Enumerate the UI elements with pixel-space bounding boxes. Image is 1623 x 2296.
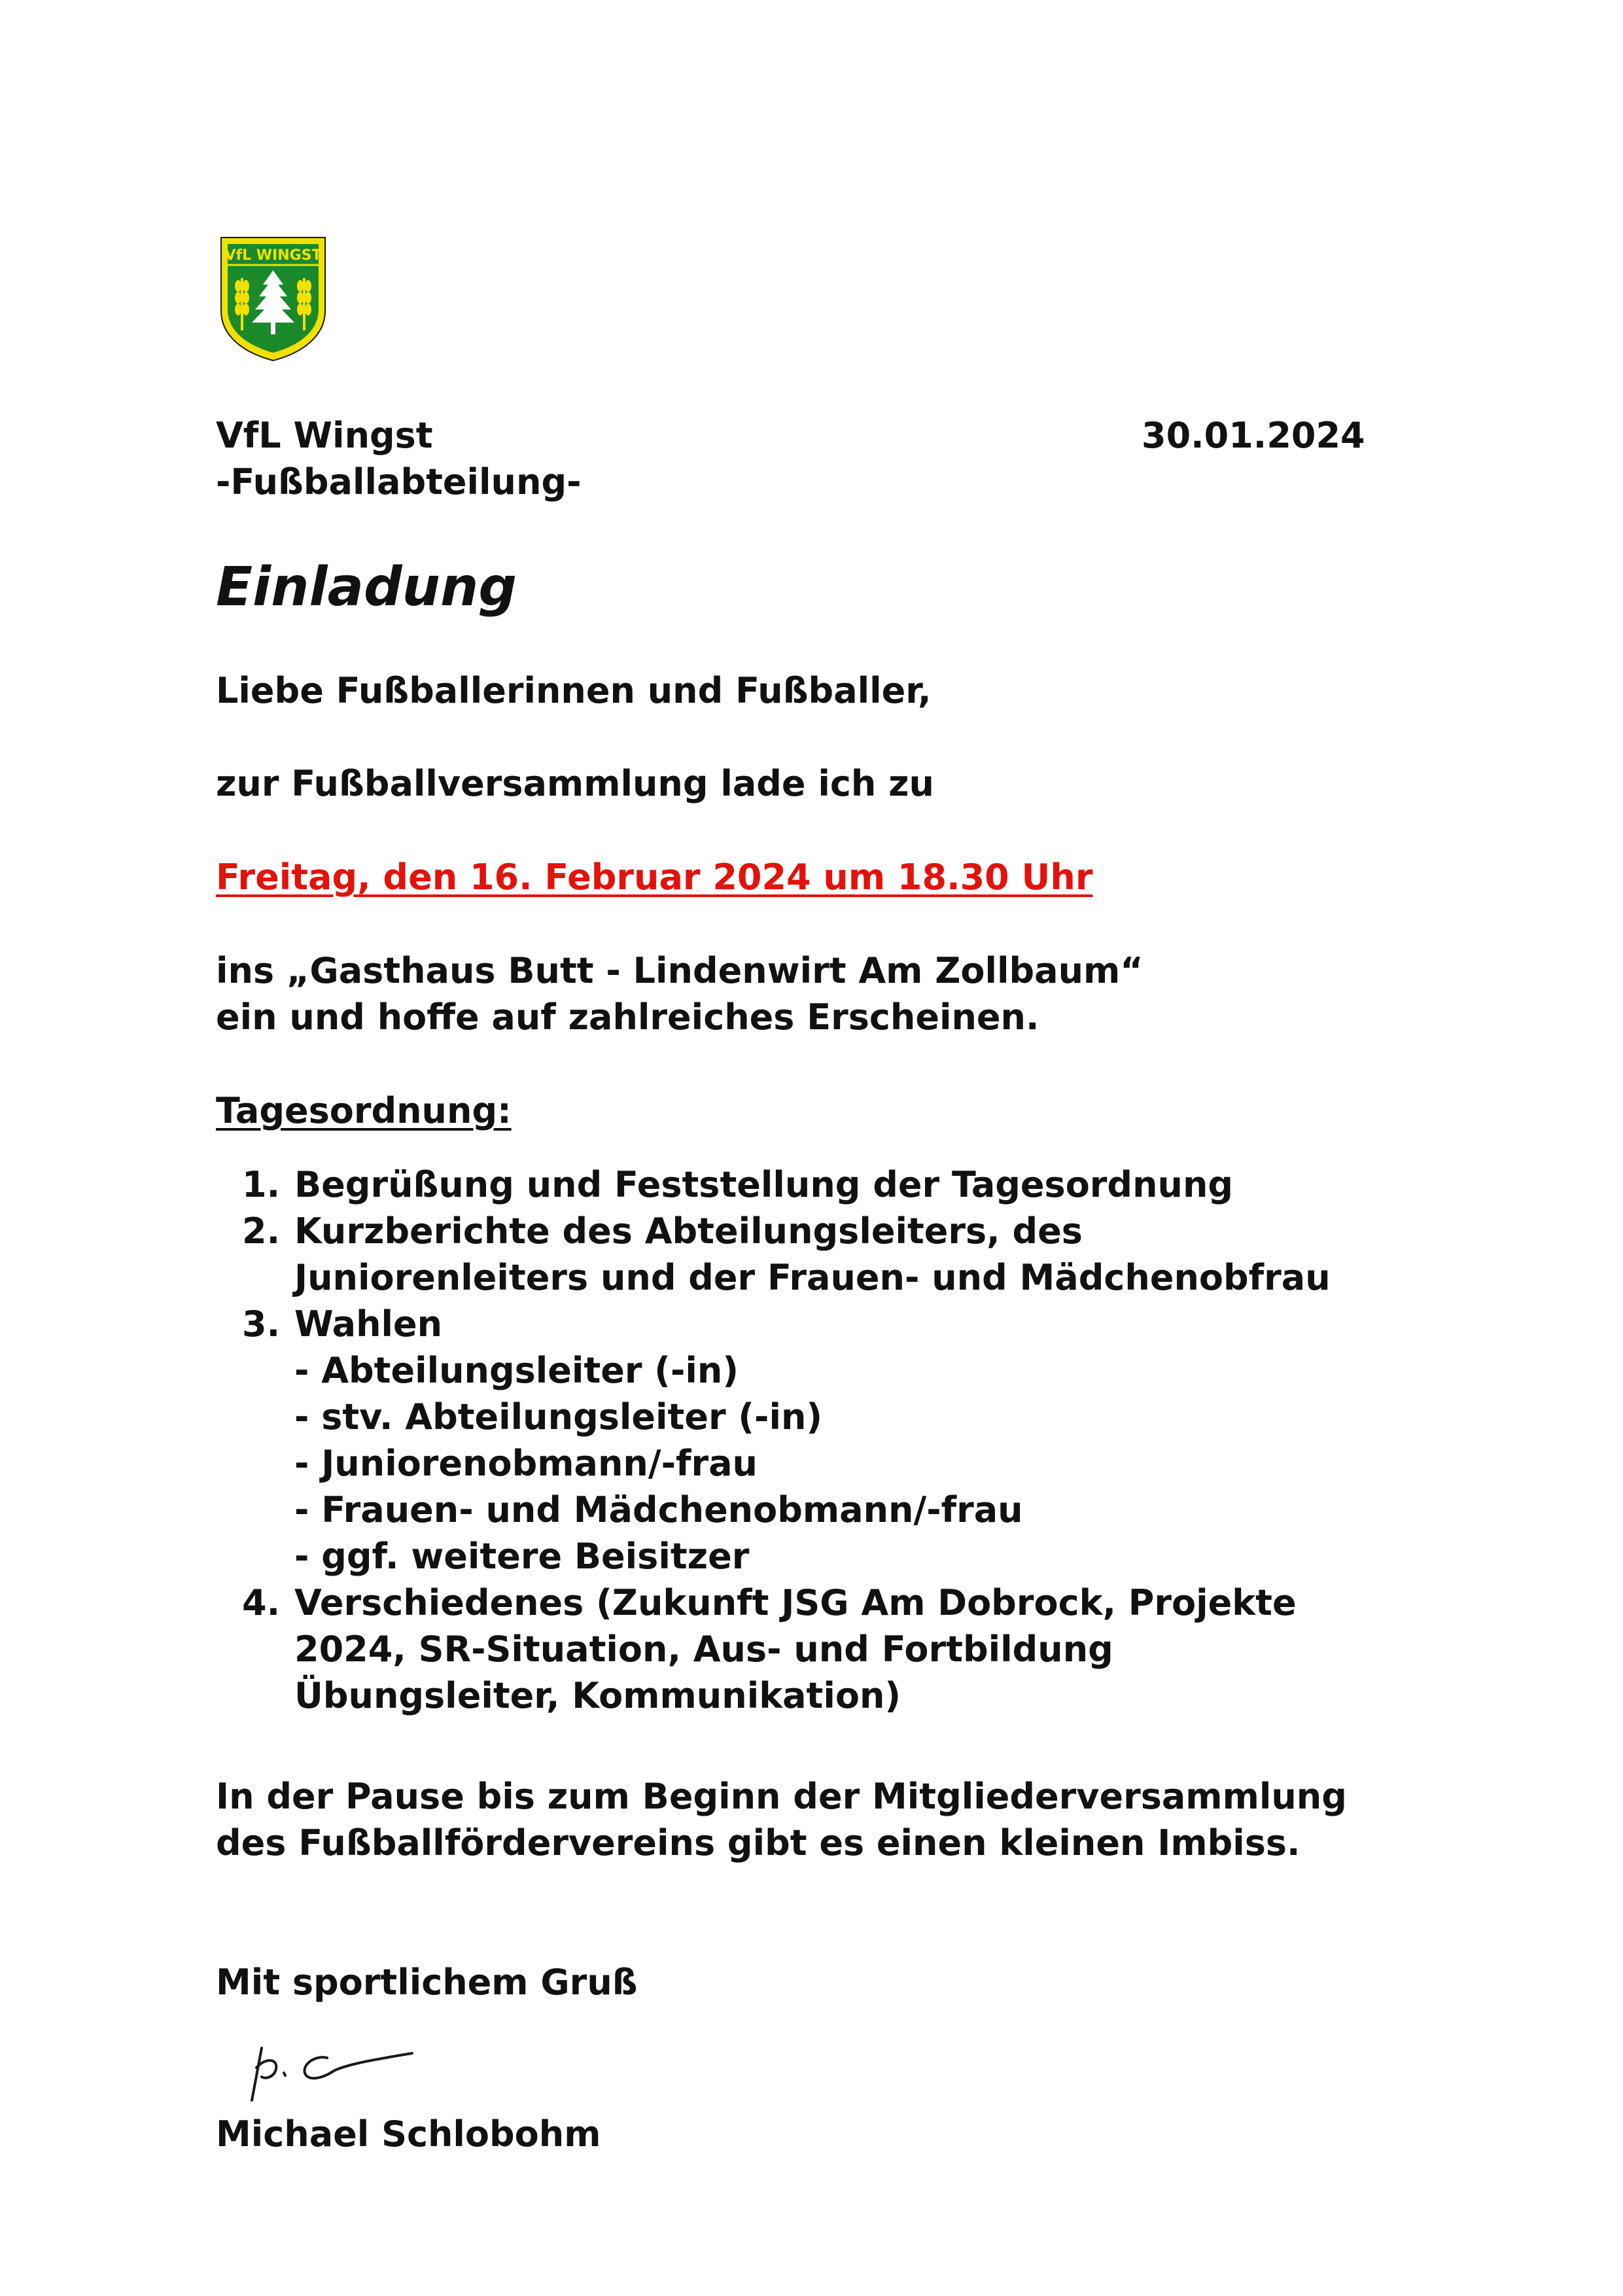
svg-text:VfL WINGST: VfL WINGST [224, 247, 322, 264]
agenda-list [216, 1161, 1331, 1719]
regards: Mit sportlichem Gruß [216, 1962, 638, 2003]
agenda-item [216, 1161, 1331, 1208]
venue-line-2: ein und hoffe auf zahlreiches Erscheinen. [216, 997, 1039, 1038]
agenda-number: 2. [242, 1210, 281, 1252]
signer-name: Michael Schlobohm [216, 2113, 601, 2155]
agenda-number: 1. [242, 1164, 281, 1205]
agenda-item [216, 1580, 1331, 1719]
agenda-line: Wahlen [294, 1303, 443, 1345]
club-name: VfL Wingst [216, 415, 433, 456]
agenda-line: Kurzberichte des Abteilungsleiters, des [294, 1210, 1083, 1252]
agenda-line: Verschiedenes (Zukunft JSG Am Dobrock, Projekte [294, 1582, 1297, 1623]
venue-line-1: ins „Gasthaus Butt - Lindenwirt Am Zollbaum“ [216, 950, 1143, 991]
handwritten-signature [216, 2022, 451, 2113]
agenda-subitem: - stv. Abteilungsleiter (-in) [294, 1396, 823, 1438]
agenda-heading: Tagesordnung: [216, 1090, 512, 1131]
greeting: Liebe Fußballerinnen und Fußballer, [216, 670, 932, 711]
agenda-line: 2024, SR-Situation, Aus- und Fortbildung [294, 1629, 1113, 1670]
club-logo [216, 232, 330, 363]
event-date: Freitag, den 16. Februar 2024 um 18.30 Uhr [216, 857, 1093, 898]
agenda-subitem: - ggf. weitere Beisitzer [294, 1536, 750, 1577]
agenda-line: Juniorenleiters und der Frauen- und Mädchenobfrau [294, 1257, 1331, 1298]
letter-date: 30.01.2024 [1142, 415, 1365, 456]
agenda-line: Begrüßung und Feststellung der Tagesordnung [294, 1164, 1234, 1205]
agenda-subitem: - Abteilungsleiter (-in) [294, 1350, 739, 1391]
agenda-number: 3. [242, 1303, 281, 1345]
agenda-number: 4. [242, 1582, 281, 1623]
page-title: Einladung [216, 556, 517, 618]
agenda-item [216, 1208, 1331, 1301]
intro-text: zur Fußballversammlung lade ich zu [216, 763, 934, 804]
agenda-line: Übungsleiter, Kommunikation) [294, 1675, 901, 1716]
department-name: -Fußballabteilung- [216, 461, 582, 503]
agenda-item [216, 1301, 1331, 1580]
closing-line-2: des Fußballfördervereins gibt es einen kleinen Imbiss. [216, 1822, 1300, 1863]
agenda-subitem: - Frauen- und Mädchenobmann/-frau [294, 1489, 1023, 1530]
closing-line-1: In der Pause bis zum Beginn der Mitgliederversammlung [216, 1776, 1347, 1817]
agenda-subitem: - Juniorenobmann/-frau [294, 1443, 758, 1484]
